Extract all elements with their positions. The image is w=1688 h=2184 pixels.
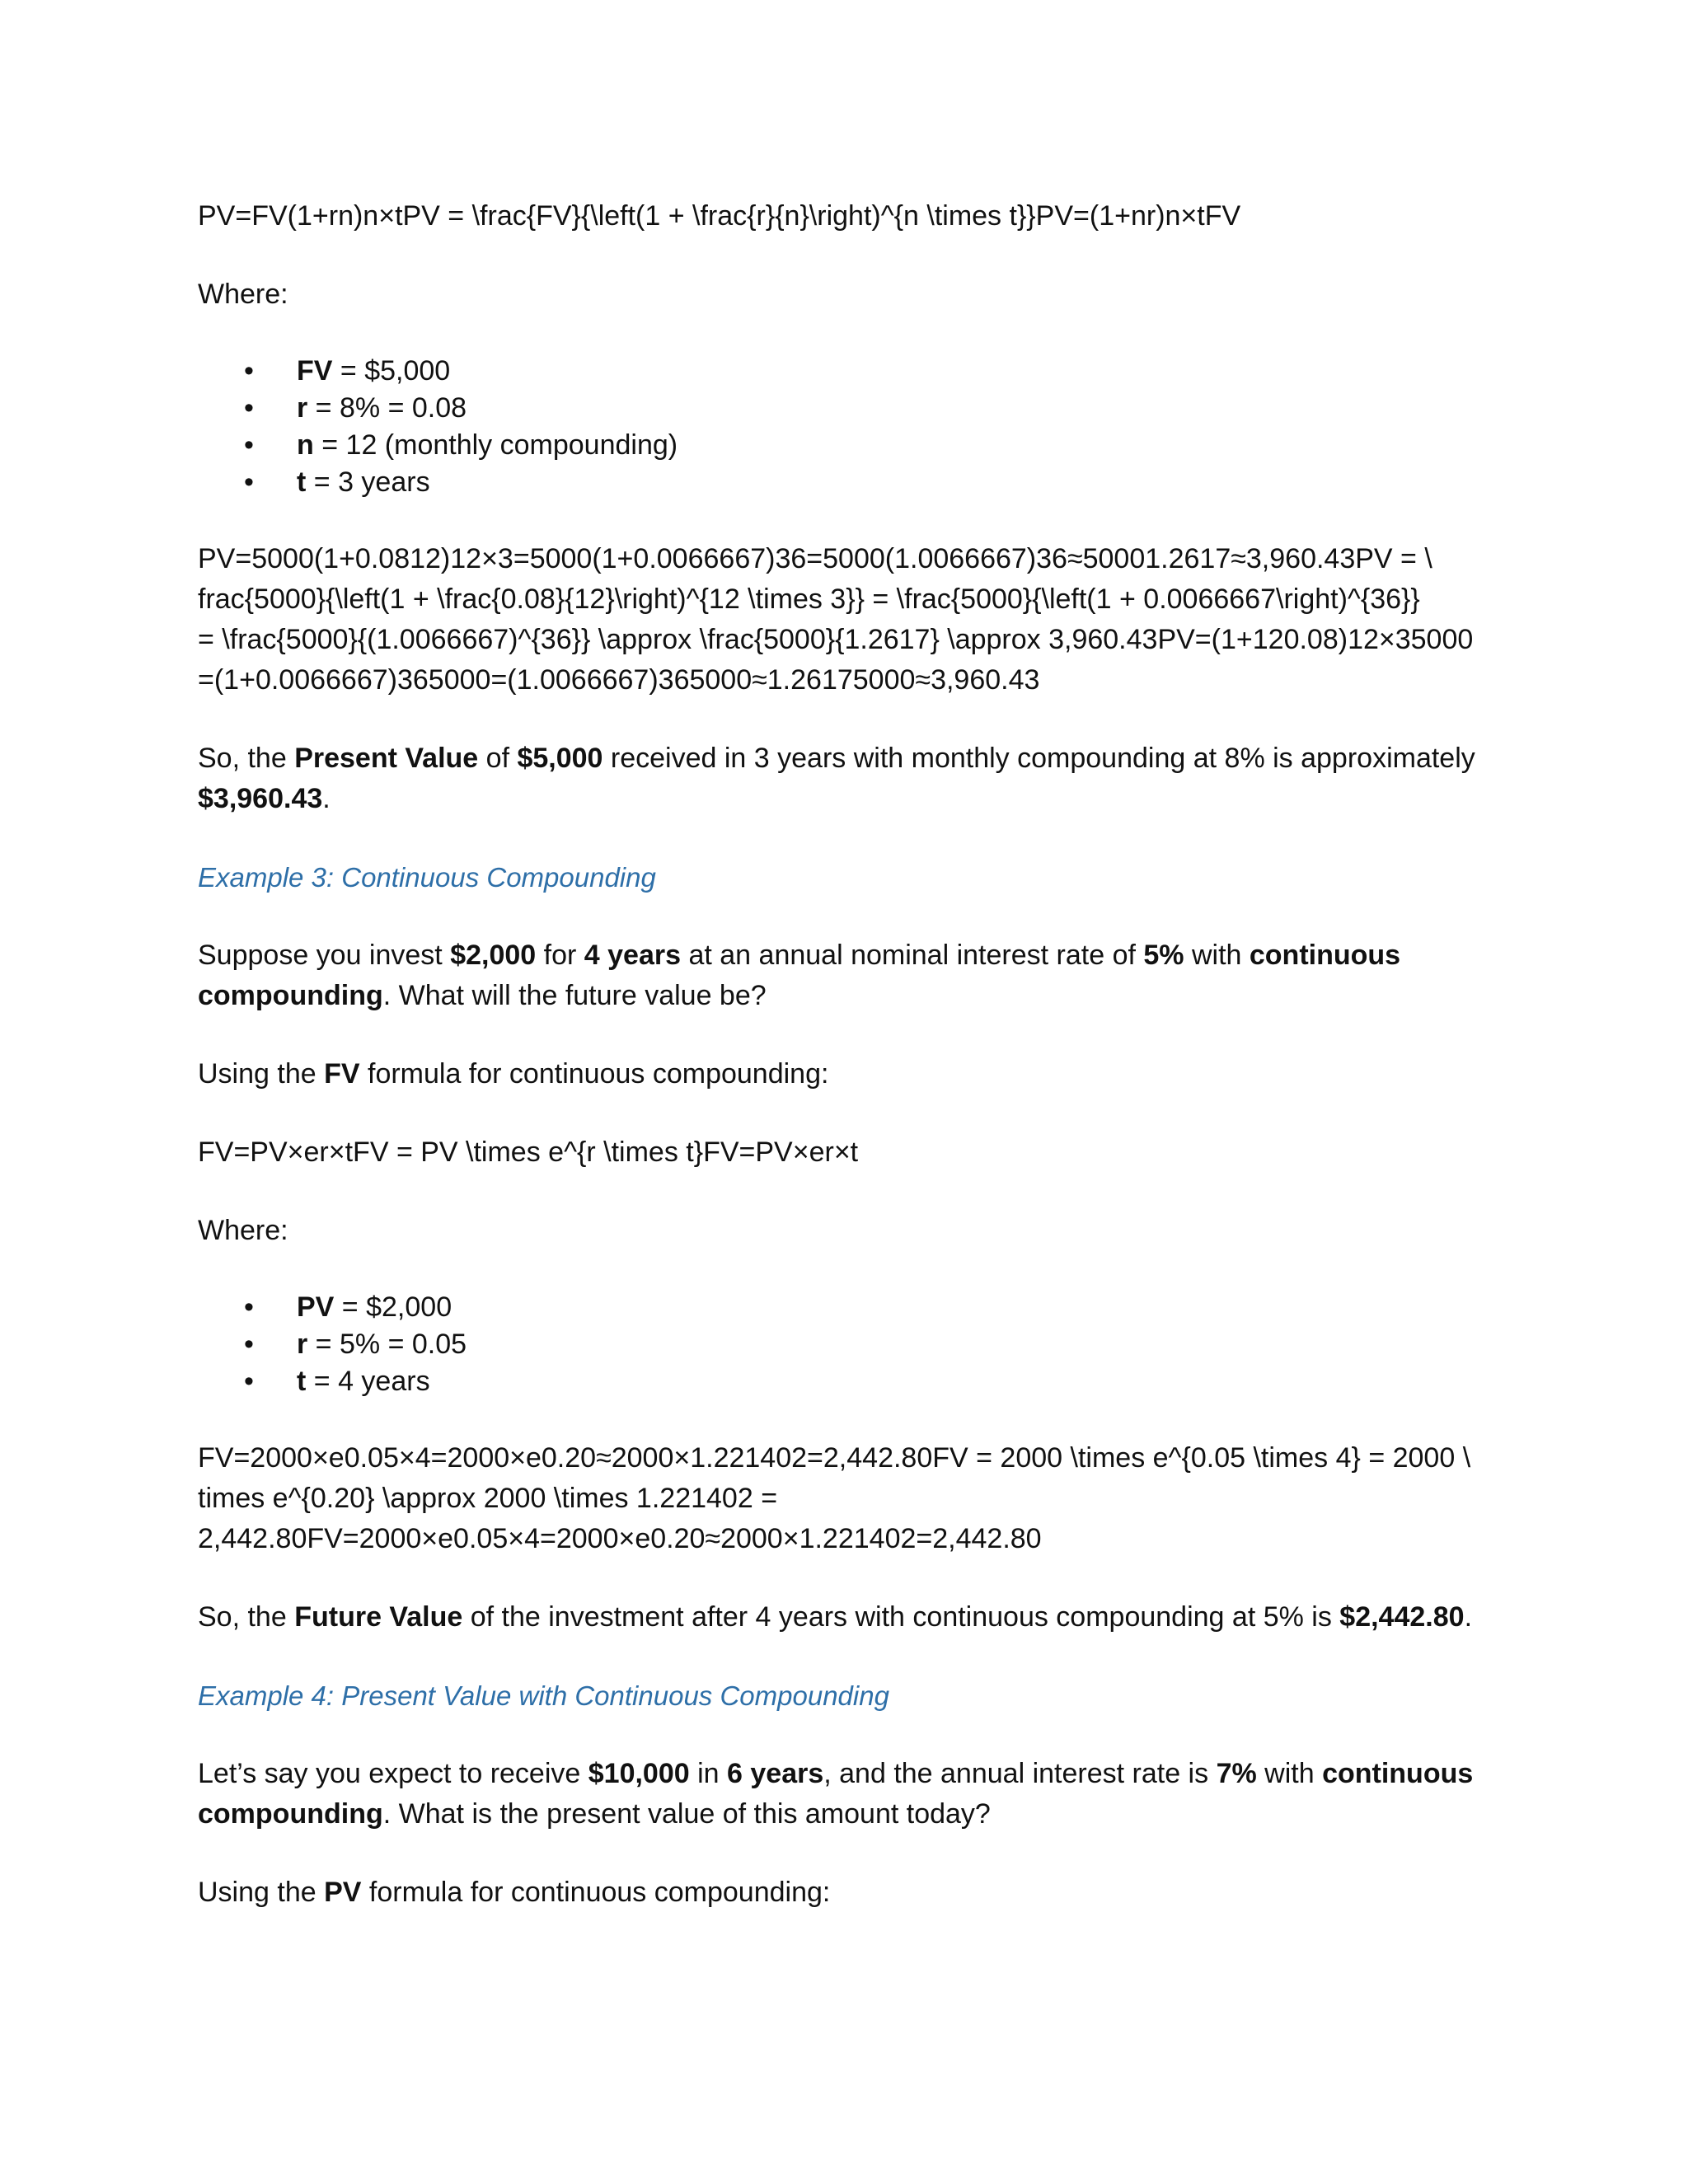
formula-pv: PV=FV(1+rn)n×tPV = \frac{FV}{\left(1 + \frac{r}{n}\right)^{n \times t}}PV=(1+nr)n×tFV (198, 200, 1241, 232)
example-4-using: Using the PV formula for continuous compounding: (198, 1877, 831, 1908)
variables-list-1 (198, 353, 1500, 501)
fv-summary: So, the Future Value of the investment after 4 years with continuous compounding at 5% is $2,442.80. (198, 1601, 1473, 1633)
calc-line: PV=5000(1+0.0812)12×3=5000(1+0.0066667)36=5000(1.0066667)36≈50001.2617≈3,960.43PV = \ (198, 543, 1432, 574)
list-item: • t = 4 years (198, 1363, 1500, 1400)
calc-line: = \frac{5000}{(1.0066667)^{36}} \approx \frac{5000}{1.2617} \approx 3,960.43PV=(1+120.08)12×35000 (198, 624, 1474, 655)
fv-calculation (198, 1438, 1500, 1559)
calc-line: times e^{0.20} \approx 2000 \times 1.221402 = (198, 1483, 778, 1514)
example-3-question: Suppose you invest $2,000 for 4 years at an annual nominal interest rate of 5% with continuous compounding. What will the future value be? (198, 940, 1401, 1011)
example-3-using: Using the FV formula for continuous compounding: (198, 1058, 829, 1090)
bullet-icon: • (244, 429, 254, 461)
formula-fv: FV=PV×er×tFV = PV \times e^{r \times t}FV=PV×er×t (198, 1137, 859, 1168)
heading-example-3: Example 3: Continuous Compounding (198, 862, 656, 893)
variables-list-2 (198, 1289, 1500, 1400)
calc-line: FV=2000×e0.05×4=2000×e0.20≈2000×1.221402=2,442.80FV = 2000 \times e^{0.05 \times 4} = 2000 \ (198, 1442, 1471, 1474)
heading-example-4: Example 4: Present Value with Continuous Compounding (198, 1680, 889, 1711)
calc-line: =(1+0.0066667)365000=(1.0066667)365000≈1.26175000≈3,960.43 (198, 664, 1040, 696)
list-item: • t = 3 years (198, 464, 1500, 501)
pv-calculation (198, 539, 1500, 701)
bullet-icon: • (244, 392, 254, 424)
document-body (198, 196, 1500, 1913)
list-item: • PV = $2,000 (198, 1289, 1500, 1326)
where-label: Where: (198, 1215, 288, 1246)
bullet-icon: • (244, 1329, 254, 1360)
list-item: • FV = $5,000 (198, 353, 1500, 390)
bullet-icon: • (244, 1366, 254, 1397)
list-item: • r = 8% = 0.08 (198, 390, 1500, 427)
calc-line: frac{5000}{\left(1 + \frac{0.08}{12}\right)^{12 \times 3}} = \frac{5000}{\left(1 + 0.0066667\right)^{36}} (198, 583, 1420, 615)
list-item: • r = 5% = 0.05 (198, 1326, 1500, 1363)
example-4-question: Let’s say you expect to receive $10,000 in 6 years, and the annual interest rate is 7% with continuous compounding. What is the present value of this amount today? (198, 1758, 1474, 1830)
bullet-icon: • (244, 466, 254, 498)
list-item: • n = 12 (monthly compounding) (198, 427, 1500, 464)
where-label: Where: (198, 279, 288, 310)
bullet-icon: • (244, 1291, 254, 1323)
calc-line: 2,442.80FV=2000×e0.05×4=2000×e0.20≈2000×1.221402=2,442.80 (198, 1523, 1042, 1554)
pv-summary: So, the Present Value of $5,000 received in 3 years with monthly compounding at 8% is approximately $3,960.43. (198, 743, 1475, 814)
bullet-icon: • (244, 355, 254, 387)
